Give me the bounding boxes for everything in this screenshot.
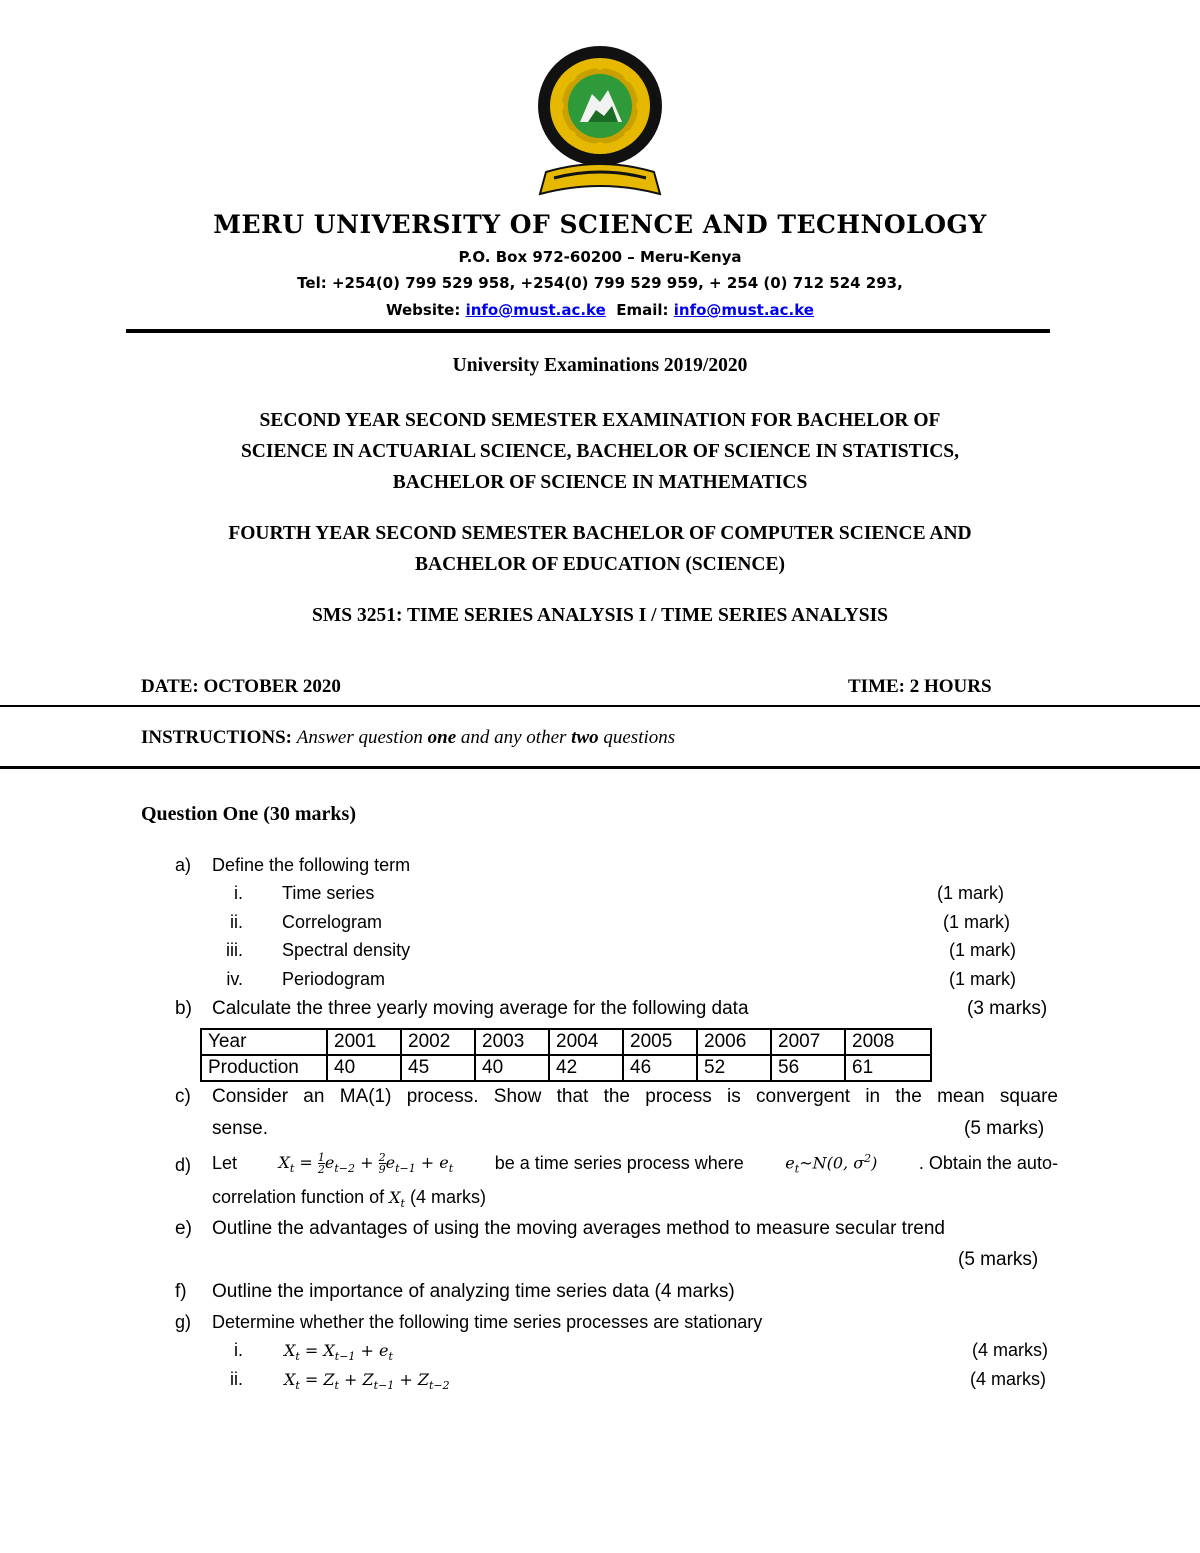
instructions-text-3: questions	[603, 727, 676, 748]
table-cell: 46	[623, 1055, 697, 1081]
po-box: P.O. Box 972-60200 – Meru-Kenya	[458, 248, 742, 266]
table-cell: 2001	[327, 1029, 401, 1055]
instructions-two: two	[571, 727, 599, 748]
part-g-letter: g)	[175, 1312, 192, 1332]
instructions-one: one	[427, 727, 457, 748]
part-d-distribution: $e_t\sim N(0$, $\sigma^2$)	[785, 1152, 878, 1176]
table-row-production	[201, 1055, 931, 1081]
part-d-end: . Obtain the auto-	[918, 1153, 1058, 1174]
table-cell: 2002	[401, 1029, 475, 1055]
table-header-year: Year	[201, 1029, 327, 1055]
table-cell: 40	[327, 1055, 401, 1081]
table-cell: 2005	[623, 1029, 697, 1055]
part-g-item-2-equation: $X_t = Z_t + Z_{t-1} + Z_{t-2}$	[284, 1370, 450, 1393]
part-a-item-3-num: iii.	[226, 940, 243, 960]
telephone: Tel: +254(0) 799 529 958, +254(0) 799 529 959, + 254 (0) 712 524 293,	[297, 274, 903, 292]
part-g-item-1-equation: $X_t = X_{t-1} + e_t$	[284, 1341, 393, 1364]
part-a-item-1-num: i.	[234, 883, 243, 903]
part-a-item-4-marks: (1 mark)	[949, 969, 1016, 989]
programme2-line-1: FOURTH YEAR SECOND SEMESTER BACHELOR OF COMPUTER SCIENCE AND	[228, 523, 972, 544]
table-cell: 2008	[845, 1029, 931, 1055]
exam-time: TIME: 2 HOURS	[848, 676, 992, 697]
table-cell: 2007	[771, 1029, 845, 1055]
table-cell: 2006	[697, 1029, 771, 1055]
part-d-xt: $X_t$	[389, 1188, 405, 1211]
email-label: Email:	[616, 301, 669, 319]
table-cell: 61	[845, 1055, 931, 1081]
contact-links	[0, 301, 1200, 319]
table-cell: 2004	[549, 1029, 623, 1055]
table-cell: 52	[697, 1055, 771, 1081]
header-divider	[126, 329, 1050, 333]
part-a-item-3-marks: (1 mark)	[949, 940, 1016, 960]
programme-line-2: SCIENCE IN ACTUARIAL SCIENCE, BACHELOR OF SCIENCE IN STATISTICS,	[240, 441, 960, 462]
part-d-mid: be a time series process where	[494, 1153, 744, 1174]
table-header-production: Production	[201, 1055, 327, 1081]
programme2-line-2: BACHELOR OF EDUCATION (SCIENCE)	[415, 554, 785, 575]
part-a-item-4-text: Periodogram	[282, 969, 386, 989]
part-f-letter: f)	[175, 1281, 187, 1302]
instructions-text-2: and any other	[460, 727, 567, 748]
table-cell: 45	[401, 1055, 475, 1081]
part-b-marks: (3 marks)	[967, 998, 1048, 1019]
part-c-text-line1: Consider an MA(1) process. Show that the process is convergent in the mean square	[212, 1086, 1058, 1107]
part-a-item-2-marks: (1 mark)	[943, 912, 1010, 932]
part-a-item-4-num: iv.	[226, 969, 243, 989]
part-a-item-3-text: Spectral density	[282, 940, 411, 960]
programme-line-3: BACHELOR OF SCIENCE IN MATHEMATICS	[392, 472, 808, 493]
part-d-line2-text: correlation function of	[212, 1187, 385, 1207]
website-label: Website:	[386, 301, 461, 319]
part-d-line2	[212, 1187, 486, 1210]
part-g-item-2-marks: (4 marks)	[970, 1369, 1046, 1389]
part-e-letter: e)	[175, 1218, 192, 1239]
part-b-text: Calculate the three yearly moving average for the following data	[212, 998, 749, 1019]
exam-date: DATE: OCTOBER 2020	[141, 676, 341, 697]
instructions-label: INSTRUCTIONS:	[141, 727, 292, 748]
part-c-marks: (5 marks)	[964, 1118, 1045, 1139]
part-a-item-2-num: ii.	[230, 912, 243, 932]
part-d-marks: (4 marks)	[409, 1187, 486, 1207]
part-d-let: Let	[212, 1153, 238, 1174]
instructions-bottom-rule	[0, 766, 1200, 769]
part-f-text: Outline the importance of analyzing time series data (4 marks)	[212, 1281, 735, 1302]
university-crest-logo	[528, 44, 672, 204]
website-link[interactable]: info@must.ac.ke	[465, 301, 606, 319]
table-cell: 42	[549, 1055, 623, 1081]
part-a-letter: a)	[175, 855, 192, 875]
question-one-title: Question One (30 marks)	[141, 803, 356, 825]
instructions-top-rule	[0, 705, 1200, 707]
part-d-line1	[212, 1152, 1058, 1176]
table-cell: 40	[475, 1055, 549, 1081]
table-row-year	[201, 1029, 931, 1055]
part-g-item-1-num: i.	[234, 1340, 243, 1360]
programme-line-1: SECOND YEAR SECOND SEMESTER EXAMINATION FOR BACHELOR OF	[259, 410, 941, 431]
instructions-text-1: Answer question	[296, 727, 423, 748]
part-d-letter: d)	[175, 1155, 192, 1175]
part-g-item-2-num: ii.	[230, 1369, 243, 1389]
part-b-letter: b)	[175, 998, 192, 1019]
course-title: SMS 3251: TIME SERIES ANALYSIS I / TIME SERIES ANALYSIS	[311, 605, 889, 626]
exam-session: University Examinations 2019/2020	[452, 355, 748, 376]
production-data-table	[200, 1028, 932, 1082]
part-g-item-1-marks: (4 marks)	[972, 1340, 1048, 1360]
part-c-letter: c)	[175, 1086, 191, 1107]
instructions	[141, 727, 675, 749]
part-a-item-2-text: Correlogram	[282, 912, 383, 932]
university-name: MERU UNIVERSITY OF SCIENCE AND TECHNOLOGY	[213, 210, 987, 239]
part-g-text: Determine whether the following time series processes are stationary	[212, 1312, 763, 1332]
part-c-text-line2: sense.	[212, 1118, 268, 1139]
part-a-item-1-marks: (1 mark)	[937, 883, 1004, 903]
part-a-item-1-text: Time series	[282, 883, 375, 903]
part-a-text: Define the following term	[212, 855, 411, 875]
part-e-marks: (5 marks)	[958, 1249, 1039, 1270]
part-d-equation: $X_t$ = $\frac{1}{2}$ $e_{t-2}$ + $\frac{2}{9}$ $e_{t-1} + e_t$	[278, 1151, 454, 1177]
table-cell: 56	[771, 1055, 845, 1081]
part-e-text: Outline the advantages of using the moving averages method to measure secular trend	[212, 1218, 945, 1239]
table-cell: 2003	[475, 1029, 549, 1055]
email-link[interactable]: info@must.ac.ke	[673, 301, 814, 319]
